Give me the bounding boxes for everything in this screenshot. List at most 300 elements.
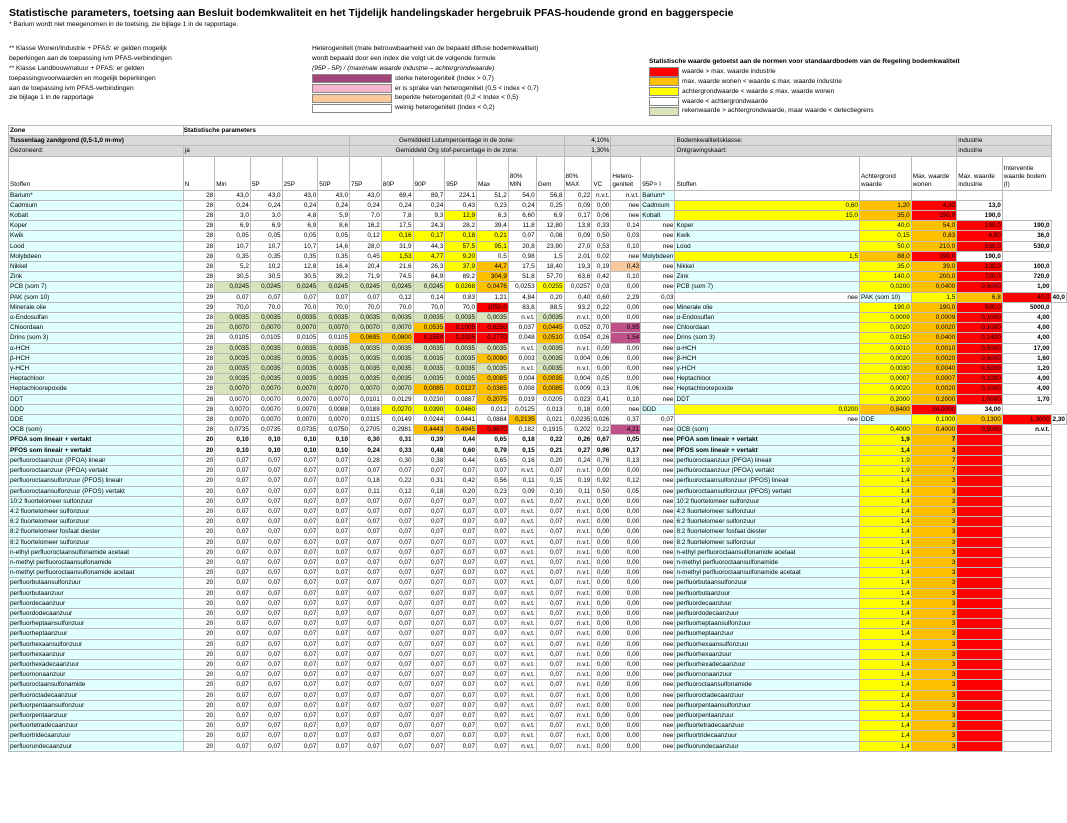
table-row — [9, 721, 1067, 731]
table-row — [9, 221, 1067, 231]
stat-cell: 0,07 — [477, 710, 509, 720]
stat-cell: 0,30 — [381, 455, 413, 465]
stat-cell: 0,0035 — [215, 353, 251, 363]
stat-cell: 0,07 — [413, 557, 445, 567]
legend-swatch — [649, 87, 679, 97]
stat-cell: 0,0070 — [250, 404, 282, 414]
stat-cell: 0,0035 — [536, 374, 564, 384]
stat-cell: 0,07 — [282, 741, 318, 751]
stat-cell: nee — [641, 486, 675, 496]
stat-cell: 0,07 — [445, 557, 477, 567]
substance-name-repeat: OCB (som) — [675, 425, 860, 435]
stat-cell: 0,0035 — [350, 364, 382, 374]
stat-cell: 0,00 — [611, 700, 641, 710]
stat-cell: 0,07 — [250, 608, 282, 618]
substance-name: Kobalt — [9, 211, 184, 221]
stat-cell: 0,0070 — [215, 415, 251, 425]
table-row — [9, 445, 1067, 455]
stat-cell: 0,45 — [350, 251, 382, 261]
stat-cell: 0,07 — [250, 557, 282, 567]
substance-name-repeat: 8:2 fluortelomeer sulfonzuur — [675, 537, 860, 547]
substance-name-repeat: perfluoroctaansulfonzuur (PFOS) vertakt — [675, 486, 860, 496]
interventie-value — [1002, 619, 1051, 629]
stat-cell: 0,2135 — [508, 415, 536, 425]
stat-cell: 0,00 — [592, 649, 611, 659]
stat-cell: 0,07 — [477, 670, 509, 680]
substance-name-repeat: perfluordodecaanzuur — [675, 608, 860, 618]
stat-cell: 20 — [183, 670, 214, 680]
stat-cell: 0,07 — [445, 506, 477, 516]
substance-name-repeat: Heptachloorepoxide — [675, 384, 860, 394]
substance-name-repeat: Zink — [675, 272, 860, 282]
stat-cell: 0,07 — [413, 629, 445, 639]
stat-cell: 0,07 — [282, 547, 318, 557]
stat-cell: nee — [641, 619, 675, 629]
stat-cell: 0,07 — [318, 731, 350, 741]
stat-cell: 0,07 — [250, 619, 282, 629]
stat-cell: 0,07 — [477, 527, 509, 537]
stat-cell: 43,0 — [250, 190, 282, 200]
substance-name-repeat: DDT — [675, 394, 860, 404]
interventie-value: 190,0 — [957, 251, 1003, 261]
stat-cell: 0,0035 — [381, 364, 413, 374]
column-header: Achtergrond waarde — [860, 156, 912, 190]
interventie-value — [1002, 670, 1051, 680]
stat-cell: 0,07 — [413, 710, 445, 720]
stat-cell: nee — [641, 639, 675, 649]
achtergrond-value: 0,0010 — [860, 343, 912, 353]
wonen-value: 3 — [911, 537, 957, 547]
stat-cell: 20 — [183, 578, 214, 588]
stat-cell: 1,53 — [381, 251, 413, 261]
stat-cell: 0,07 — [381, 568, 413, 578]
stat-cell: 0,0035 — [536, 364, 564, 374]
stat-cell: 0,08 — [536, 231, 564, 241]
stat-cell: 0,0245 — [350, 282, 382, 292]
stat-cell: 0,0115 — [350, 415, 382, 425]
legend-left-line: aan de toepassing ivm PFAS-verbindingen — [9, 84, 134, 92]
stat-cell: 0,019 — [508, 394, 536, 404]
stat-cell: 0,40 — [564, 292, 592, 302]
legend-mid-line: wordt bepaald door een index die volgt uit de volgende formule — [312, 54, 496, 62]
stat-cell: 0,2075 — [477, 394, 509, 404]
stat-cell: 0,07 — [215, 455, 251, 465]
stat-cell: nee — [641, 333, 675, 343]
wonen-value: 3 — [911, 547, 957, 557]
industrie-value: 4,80 — [957, 231, 1003, 241]
stat-cell: 0,07 — [282, 619, 318, 629]
stat-cell: 0,0035 — [477, 343, 509, 353]
stat-cell: 0,05 — [592, 374, 611, 384]
stat-cell: 70,0 — [250, 302, 282, 312]
table-row — [9, 466, 1067, 476]
stat-cell: 0,07 — [350, 578, 382, 588]
stat-cell: 0,0070 — [215, 384, 251, 394]
stat-cell: 0,12 — [381, 292, 413, 302]
stat-cell: nee — [641, 394, 675, 404]
substance-name-repeat: PFOA som lineair + vertakt — [675, 435, 860, 445]
stat-cell: 0,0070 — [215, 323, 251, 333]
stat-cell: 28 — [183, 384, 214, 394]
stat-cell: 0,0235 — [564, 415, 592, 425]
stat-cell: 20 — [183, 455, 214, 465]
industrie-value: 720,0 — [957, 272, 1003, 282]
stat-cell: n.v.t. — [564, 619, 592, 629]
substance-name: Heptachloorepoxide — [9, 384, 184, 394]
stat-cell: nee — [641, 547, 675, 557]
stat-cell: 0,10 — [250, 435, 282, 445]
stat-cell: 0,0035 — [445, 364, 477, 374]
substance-name-repeat: perfluorpentaanzuur — [675, 710, 860, 720]
stat-cell: 0,09 — [508, 486, 536, 496]
table-row — [9, 598, 1067, 608]
legend-right-item — [649, 87, 960, 97]
substance-name-repeat: PAK (som 10) — [860, 292, 912, 302]
stat-cell: nee — [641, 741, 675, 751]
wonen-value: 3 — [911, 659, 957, 669]
stat-cell: 28 — [183, 262, 214, 272]
stat-label: Statistische parameters — [183, 126, 1051, 136]
stat-cell: 0,07 — [413, 598, 445, 608]
ok-label: Ontgravingskaart: — [675, 146, 957, 156]
stat-cell: 0,07 — [282, 629, 318, 639]
stat-cell: 31,9 — [381, 241, 413, 251]
stat-cell: n.v.t. — [508, 690, 536, 700]
stat-cell: 4,84 — [508, 292, 536, 302]
stat-cell: 0,0035 — [282, 353, 318, 363]
interventie-value: 720,0 — [1002, 272, 1051, 282]
stat-cell: 0,07 — [445, 690, 477, 700]
stat-cell: 0,42 — [445, 476, 477, 486]
stat-cell: n.v.t. — [508, 568, 536, 578]
stat-cell: 0,07 — [318, 568, 350, 578]
stat-cell: 44,7 — [477, 262, 509, 272]
stat-cell: 0,07 — [282, 690, 318, 700]
stat-cell: 0,037 — [508, 323, 536, 333]
wonen-value: 3 — [911, 690, 957, 700]
stat-cell: 0,202 — [564, 425, 592, 435]
substance-name-repeat: n-methyl perfluoroctaansulfonamide acetaat — [675, 568, 860, 578]
wonen-value: 0,83 — [911, 231, 957, 241]
substance-name-repeat: Koper — [675, 221, 860, 231]
substance-name: PFOS som lineair + vertakt — [9, 445, 184, 455]
stat-cell: 0,00 — [611, 619, 641, 629]
stat-cell: 0,00 — [592, 517, 611, 527]
stat-cell: 0,0035 — [413, 364, 445, 374]
stat-cell: 0,23 — [477, 200, 509, 210]
stat-cell: 0,96 — [592, 445, 611, 455]
stat-cell: 20 — [183, 568, 214, 578]
column-header: Gem — [536, 156, 564, 190]
stat-cell: 0,0257 — [564, 282, 592, 292]
stat-cell: 0,004 — [508, 374, 536, 384]
table-row — [9, 568, 1067, 578]
substance-name-repeat: 10:2 fluortelomeer sulfonzuur — [675, 496, 860, 506]
stat-cell: n.v.t. — [611, 190, 641, 200]
legend-label: beperkte heterogeniteit (0,2 < Index < 0,5) — [395, 94, 519, 102]
table-row — [9, 659, 1067, 669]
stat-cell: 20,4 — [350, 262, 382, 272]
table-row — [9, 547, 1067, 557]
stat-cell: 0,0105 — [215, 333, 251, 343]
stat-cell: 0,07 — [282, 486, 318, 496]
industrie-value: 190,0 — [911, 251, 957, 261]
stat-cell: 0,0070 — [215, 404, 251, 414]
table-row — [9, 425, 1067, 435]
table-row — [9, 364, 1067, 374]
stat-cell: 26,3 — [413, 262, 445, 272]
wonen-value: 3 — [911, 639, 957, 649]
stat-cell: 0,00 — [611, 313, 641, 323]
stat-cell: 0,17 — [564, 211, 592, 221]
stat-cell: 0,0035 — [282, 374, 318, 384]
interventie-value — [1002, 578, 1051, 588]
stat-cell: 83,8 — [508, 302, 536, 312]
stat-cell: 0,38 — [413, 455, 445, 465]
stat-cell: 0,2705 — [350, 425, 382, 435]
achtergrond-value: 1,4 — [860, 710, 912, 720]
stat-cell: 70,0 — [350, 302, 382, 312]
stat-cell: 0,07 — [381, 506, 413, 516]
stat-cell: 0,07 — [350, 506, 382, 516]
stat-cell: 0,00 — [592, 598, 611, 608]
stat-cell: nee — [611, 404, 641, 414]
wonen-value: 0,0400 — [911, 282, 957, 292]
stat-cell: 0,13 — [592, 384, 611, 394]
stat-cell: 0,07 — [318, 598, 350, 608]
stat-cell: 0,0205 — [536, 394, 564, 404]
stat-cell: 0,07 — [381, 629, 413, 639]
stat-cell: nee — [641, 496, 675, 506]
stat-cell: 0,07 — [381, 690, 413, 700]
stat-cell: 0,07 — [477, 466, 509, 476]
interventie-value: 4,00 — [1002, 374, 1051, 384]
stat-cell: 0,07 — [318, 547, 350, 557]
substance-name: α-HCH — [9, 343, 184, 353]
stat-cell: 0,07 — [381, 639, 413, 649]
stat-cell: n.v.t. — [508, 741, 536, 751]
stat-cell: 0,00 — [611, 690, 641, 700]
industrie-value — [957, 588, 1003, 598]
stat-cell: 0,24 — [282, 200, 318, 210]
stat-cell: 0,07 — [350, 680, 382, 690]
stat-cell: 0,07 — [282, 659, 318, 669]
stat-cell: 0,07 — [318, 710, 350, 720]
substance-name: perfluorhexaanzuur — [9, 649, 184, 659]
substance-name: PFOA som lineair + vertakt — [9, 435, 184, 445]
stat-cell: 0,14 — [611, 221, 641, 231]
stat-cell: 0,07 — [282, 292, 318, 302]
interventie-value: 34,00 — [957, 404, 1003, 414]
stat-cell: 0,0035 — [536, 313, 564, 323]
stat-cell: 0,07 — [381, 588, 413, 598]
stat-cell: 0,07 — [250, 537, 282, 547]
stat-cell: 20 — [183, 435, 214, 445]
stat-cell: 0,10 — [250, 445, 282, 455]
stat-cell: 0,004 — [564, 353, 592, 363]
stat-cell: 28 — [183, 404, 214, 414]
zone-info-row — [9, 136, 1067, 146]
stat-cell: 0,07 — [282, 608, 318, 618]
achtergrond-value: 0,0009 — [860, 313, 912, 323]
stat-cell: 0,07 — [350, 649, 382, 659]
column-header: 90P — [413, 156, 445, 190]
stat-cell: 1,21 — [477, 292, 509, 302]
stat-cell: 0,00 — [592, 537, 611, 547]
stat-cell: 12,8 — [282, 262, 318, 272]
stat-cell: nee — [675, 415, 860, 425]
stat-cell: n.v.t. — [508, 537, 536, 547]
wonen-value: 3 — [911, 486, 957, 496]
stat-cell: 0,21 — [477, 231, 509, 241]
stat-cell: 17,5 — [508, 262, 536, 272]
substance-name: perfluorundecaanzuur — [9, 741, 184, 751]
stat-cell: 0,07 — [536, 710, 564, 720]
stat-cell: 20 — [183, 721, 214, 731]
achtergrond-value: 0,0020 — [860, 384, 912, 394]
stat-cell: 0,00 — [611, 639, 641, 649]
stat-cell: n.v.t. — [564, 578, 592, 588]
substance-name: Koper — [9, 221, 184, 231]
interventie-value — [1002, 486, 1051, 496]
stat-cell: 0,42 — [592, 272, 611, 282]
stat-cell: 0,07 — [445, 700, 477, 710]
column-header-row — [9, 156, 1067, 190]
stat-cell: 0,07 — [445, 608, 477, 618]
stat-cell: 0,98 — [508, 251, 536, 261]
stat-cell: n.v.t. — [508, 547, 536, 557]
stat-cell: n.v.t. — [564, 547, 592, 557]
substance-name-repeat: β-HCH — [675, 353, 860, 363]
stat-cell: 0,0070 — [282, 394, 318, 404]
stat-cell: nee — [641, 649, 675, 659]
stat-cell: 0,07 — [215, 659, 251, 669]
stat-cell: 0,0268 — [445, 282, 477, 292]
stat-cell: 0,18 — [508, 435, 536, 445]
column-header: Hetero-geniteit — [611, 156, 641, 190]
stat-cell: 0,00 — [592, 619, 611, 629]
stat-cell: 0,00 — [592, 639, 611, 649]
column-header: 80% MIN — [508, 156, 536, 190]
table-row — [9, 231, 1067, 241]
wonen-value: 3 — [911, 680, 957, 690]
stat-cell: 0,00 — [592, 588, 611, 598]
stat-cell: 28 — [183, 374, 214, 384]
stat-cell: 28 — [183, 364, 214, 374]
stat-cell: 0,0245 — [318, 282, 350, 292]
stat-cell: 0,07 — [250, 670, 282, 680]
stat-cell: 0,07 — [215, 466, 251, 476]
stat-cell: 0,24 — [215, 200, 251, 210]
stat-cell: 0,0035 — [413, 353, 445, 363]
stat-cell: 0,023 — [564, 394, 592, 404]
stat-cell: 1050,0 — [477, 302, 509, 312]
stat-cell: 0,00 — [611, 282, 641, 292]
stat-cell: 0,07 — [250, 588, 282, 598]
interventie-value — [1002, 639, 1051, 649]
stat-cell: 0,07 — [477, 547, 509, 557]
stat-cell: 0,07 — [318, 537, 350, 547]
stat-cell: 0,07 — [381, 608, 413, 618]
industrie-value: 0,5000 — [957, 282, 1003, 292]
stat-cell: 0,00 — [611, 517, 641, 527]
table-row — [9, 455, 1067, 465]
legend-left-line: ** Klasse Wonen/Industrie + PFAS: er gelden mogelijk — [9, 45, 168, 52]
stat-cell: 12,80 — [536, 221, 564, 231]
substance-name: perfluoroctaanzuur (PFOA) lineair — [9, 455, 184, 465]
substance-name: PCB (som 7) — [9, 282, 184, 292]
legend-swatch — [312, 94, 392, 104]
stat-cell: 0,0035 — [477, 364, 509, 374]
stat-cell: 0,18 — [564, 404, 592, 414]
achtergrond-value: 0,4000 — [860, 425, 912, 435]
stat-cell: 0,07 — [318, 506, 350, 516]
industrie-value — [957, 537, 1003, 547]
stat-cell: 0,00 — [592, 731, 611, 741]
stat-cell: 20 — [183, 731, 214, 741]
stat-cell: 0,07 — [536, 496, 564, 506]
stat-cell: 0,07 — [445, 598, 477, 608]
stat-cell: 0,07 — [350, 731, 382, 741]
stat-cell: 0,0035 — [215, 313, 251, 323]
stat-cell: n.v.t. — [508, 364, 536, 374]
achtergrond-value: 1,4 — [860, 506, 912, 516]
stat-cell: 20 — [183, 537, 214, 547]
stat-cell: 0,03 — [641, 292, 675, 302]
wonen-value: 3 — [911, 649, 957, 659]
stat-cell: 28 — [183, 353, 214, 363]
substance-name-repeat: Chloordaan — [675, 323, 860, 333]
stat-cell: 0,11 — [564, 486, 592, 496]
stat-cell: 0,31 — [413, 476, 445, 486]
stat-cell: 0,0035 — [215, 343, 251, 353]
stat-cell: 0,07 — [445, 659, 477, 669]
zone-header-row — [9, 126, 1067, 136]
stat-cell: 20 — [183, 466, 214, 476]
stat-cell: 20 — [183, 649, 214, 659]
stat-cell: 0,0101 — [350, 394, 382, 404]
table-row — [9, 476, 1067, 486]
column-header: 25P — [282, 156, 318, 190]
stat-cell: nee — [641, 721, 675, 731]
substance-name-repeat: Minerale olie — [675, 302, 860, 312]
stat-cell: 0,07 — [215, 588, 251, 598]
substance-name: perfluorhexadecaanzuur — [9, 659, 184, 669]
stat-cell: 10,7 — [282, 241, 318, 251]
stat-cell: 0,0188 — [350, 404, 382, 414]
stat-cell: 10,2 — [250, 262, 282, 272]
interventie-value — [1002, 598, 1051, 608]
stat-cell: 0,07 — [282, 568, 318, 578]
stat-cell: n.v.t. — [508, 629, 536, 639]
stat-cell: 0,24 — [508, 200, 536, 210]
stat-cell: 20 — [183, 608, 214, 618]
interventie-value — [1002, 608, 1051, 618]
table-row — [9, 741, 1067, 751]
wonen-value: 0,0020 — [911, 384, 957, 394]
interventie-value — [1002, 466, 1051, 476]
substance-name: Drins (som 3) — [9, 333, 184, 343]
legend-heterogeneity — [312, 44, 539, 113]
stat-cell: 224,1 — [445, 190, 477, 200]
stat-cell: 0,07 — [413, 741, 445, 751]
stat-cell: 0,11 — [350, 486, 382, 496]
industrie-value — [957, 466, 1003, 476]
stat-cell: 20 — [183, 659, 214, 669]
stat-cell: 0,07 — [445, 629, 477, 639]
stat-cell: 0,07 — [250, 486, 282, 496]
stat-cell: 0,07 — [282, 455, 318, 465]
